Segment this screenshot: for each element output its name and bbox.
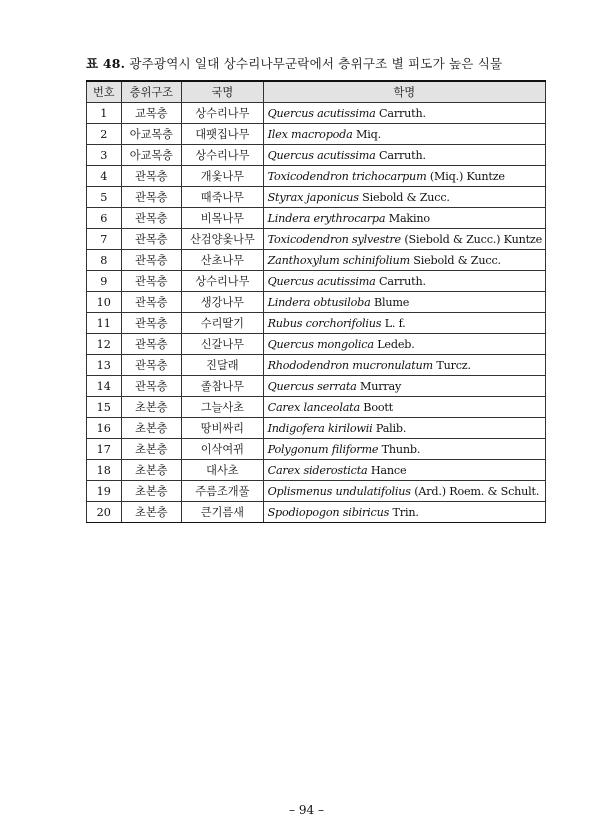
scientific-author: Ledeb. [377,337,415,351]
cell-no: 5 [87,187,122,208]
cell-no: 20 [87,502,122,523]
cell-korean-name: 산초나무 [182,250,263,271]
cell-scientific-name [263,292,545,313]
cell-korean-name: 상수리나무 [182,103,263,124]
table-row [87,250,546,271]
cell-scientific-name [263,166,545,187]
cell-korean-name: 대팻집나무 [182,124,263,145]
cell-no: 17 [87,439,122,460]
cell-korean-name: 때죽나무 [182,187,263,208]
table-header-row [87,81,546,103]
cell-scientific-name [263,313,545,334]
cell-scientific-name [263,439,545,460]
scientific-binomial: Toxicodendron trichocarpum [267,169,427,183]
cell-no: 12 [87,334,122,355]
cell-layer: 관목층 [121,376,182,397]
cell-no: 15 [87,397,122,418]
cell-no: 8 [87,250,122,271]
scientific-binomial: Quercus acutissima [267,148,376,162]
cell-scientific-name [263,376,545,397]
scientific-author: (Ard.) Roem. & Schult. [414,484,540,498]
cell-layer: 관목층 [121,187,182,208]
cell-layer: 관목층 [121,229,182,250]
cell-korean-name: 진달래 [182,355,263,376]
cell-scientific-name [263,124,545,145]
cell-scientific-name [263,229,545,250]
cell-korean-name: 상수리나무 [182,145,263,166]
scientific-author: Miq. [355,127,381,141]
cell-korean-name: 신갈나무 [182,334,263,355]
cell-layer: 관목층 [121,166,182,187]
table-header [87,81,546,103]
cell-no: 16 [87,418,122,439]
scientific-binomial: Quercus mongolica [267,337,374,351]
cell-layer: 관목층 [121,271,182,292]
table-row [87,271,546,292]
cell-layer: 초본층 [121,502,182,523]
scientific-author: Carruth. [379,106,426,120]
scientific-author: Boott [363,400,393,414]
scientific-binomial: Polygonum filiforme [267,442,379,456]
cell-layer: 교목층 [121,103,182,124]
cell-no: 9 [87,271,122,292]
cell-korean-name: 땅비싸리 [182,418,263,439]
scientific-author: Blume [373,295,410,309]
cell-no: 6 [87,208,122,229]
cell-layer: 초본층 [121,481,182,502]
table-row [87,313,546,334]
scientific-binomial: Carex lanceolata [267,400,360,414]
table-row [87,334,546,355]
species-table [86,80,546,523]
cell-korean-name: 생강나무 [182,292,263,313]
table-row [87,187,546,208]
cell-layer: 관목층 [121,292,182,313]
scientific-author: (Miq.) Kuntze [429,169,505,183]
scientific-author: Siebold & Zucc. [362,190,450,204]
scientific-author: Siebold & Zucc. [413,253,501,267]
cell-scientific-name [263,397,545,418]
table-row [87,166,546,187]
table-caption-text: 광주광역시 일대 상수리나무군락에서 층위구조 별 피도가 높은 식물 [129,56,503,71]
scientific-binomial: Carex siderosticta [267,463,368,477]
cell-korean-name: 수리딸기 [182,313,263,334]
cell-layer: 초본층 [121,439,182,460]
scientific-author: Carruth. [379,274,426,288]
cell-no: 14 [87,376,122,397]
scientific-binomial: Quercus acutissima [267,274,376,288]
cell-korean-name: 비목나무 [182,208,263,229]
cell-scientific-name [263,355,545,376]
scientific-author: Murray [359,379,402,393]
scientific-author: Turcz. [436,358,471,372]
scientific-author: Makino [388,211,430,225]
table-row [87,460,546,481]
cell-korean-name: 산검양옻나무 [182,229,263,250]
scientific-author: Palib. [375,421,407,435]
cell-korean-name: 주름조개풀 [182,481,263,502]
scientific-binomial: Oplismenus undulatifolius [267,484,411,498]
cell-no: 1 [87,103,122,124]
cell-layer: 초본층 [121,418,182,439]
scientific-binomial: Toxicodendron sylvestre [267,232,401,246]
cell-layer: 관목층 [121,250,182,271]
header-no: 번호 [87,81,122,103]
scientific-binomial: Zanthoxylum schinifolium [267,253,410,267]
header-layer: 층위구조 [121,81,182,103]
cell-scientific-name [263,208,545,229]
cell-scientific-name [263,460,545,481]
cell-scientific-name [263,418,545,439]
table-caption [86,54,556,72]
cell-no: 18 [87,460,122,481]
cell-scientific-name [263,103,545,124]
table-row [87,481,546,502]
cell-korean-name: 큰기름새 [182,502,263,523]
table-row [87,355,546,376]
scientific-binomial: Quercus serrata [267,379,357,393]
scientific-binomial: Spodiopogon sibiricus [267,505,390,519]
cell-no: 13 [87,355,122,376]
cell-layer: 관목층 [121,313,182,334]
scientific-binomial: Indigofera kirilowii [267,421,373,435]
scientific-binomial: Rubus corchorifolius [267,316,382,330]
cell-layer: 초본층 [121,397,182,418]
table-row [87,208,546,229]
table-row [87,376,546,397]
scientific-author: L. f. [384,316,406,330]
table-row [87,397,546,418]
page-number: – 94 – [289,803,324,817]
cell-no: 11 [87,313,122,334]
cell-scientific-name [263,334,545,355]
table-row [87,124,546,145]
scientific-binomial: Lindera obtusiloba [267,295,371,309]
cell-scientific-name [263,250,545,271]
scientific-author: Carruth. [379,148,426,162]
scientific-binomial: Lindera erythrocarpa [267,211,386,225]
cell-layer: 관목층 [121,355,182,376]
table-body [87,103,546,523]
table-row [87,502,546,523]
table-row [87,418,546,439]
cell-scientific-name [263,481,545,502]
cell-no: 4 [87,166,122,187]
scientific-author: Hance [370,463,407,477]
cell-no: 7 [87,229,122,250]
cell-scientific-name [263,187,545,208]
cell-layer: 관목층 [121,334,182,355]
cell-scientific-name [263,502,545,523]
cell-scientific-name [263,271,545,292]
cell-layer: 아교목층 [121,145,182,166]
cell-korean-name: 상수리나무 [182,271,263,292]
table-caption-label: 표 48. [86,56,126,71]
cell-korean-name: 그늘사초 [182,397,263,418]
scientific-author: Thunb. [381,442,421,456]
cell-korean-name: 이삭여뀌 [182,439,263,460]
cell-layer: 초본층 [121,460,182,481]
cell-layer: 아교목층 [121,124,182,145]
scientific-author: Trin. [392,505,419,519]
table-row [87,439,546,460]
cell-korean-name: 개옻나무 [182,166,263,187]
scientific-binomial: Ilex macropoda [267,127,353,141]
cell-korean-name: 졸참나무 [182,376,263,397]
cell-no: 2 [87,124,122,145]
scientific-author: (Siebold & Zucc.) Kuntze [404,232,542,246]
scientific-binomial: Quercus acutissima [267,106,376,120]
cell-no: 19 [87,481,122,502]
header-korean-name: 국명 [182,81,263,103]
cell-scientific-name [263,145,545,166]
table-row [87,145,546,166]
table-row [87,103,546,124]
cell-no: 3 [87,145,122,166]
cell-no: 10 [87,292,122,313]
table-row [87,229,546,250]
scientific-binomial: Styrax japonicus [267,190,359,204]
scientific-binomial: Rhododendron mucronulatum [267,358,433,372]
table-row [87,292,546,313]
cell-layer: 관목층 [121,208,182,229]
header-scientific-name: 학명 [263,81,545,103]
cell-korean-name: 대사초 [182,460,263,481]
